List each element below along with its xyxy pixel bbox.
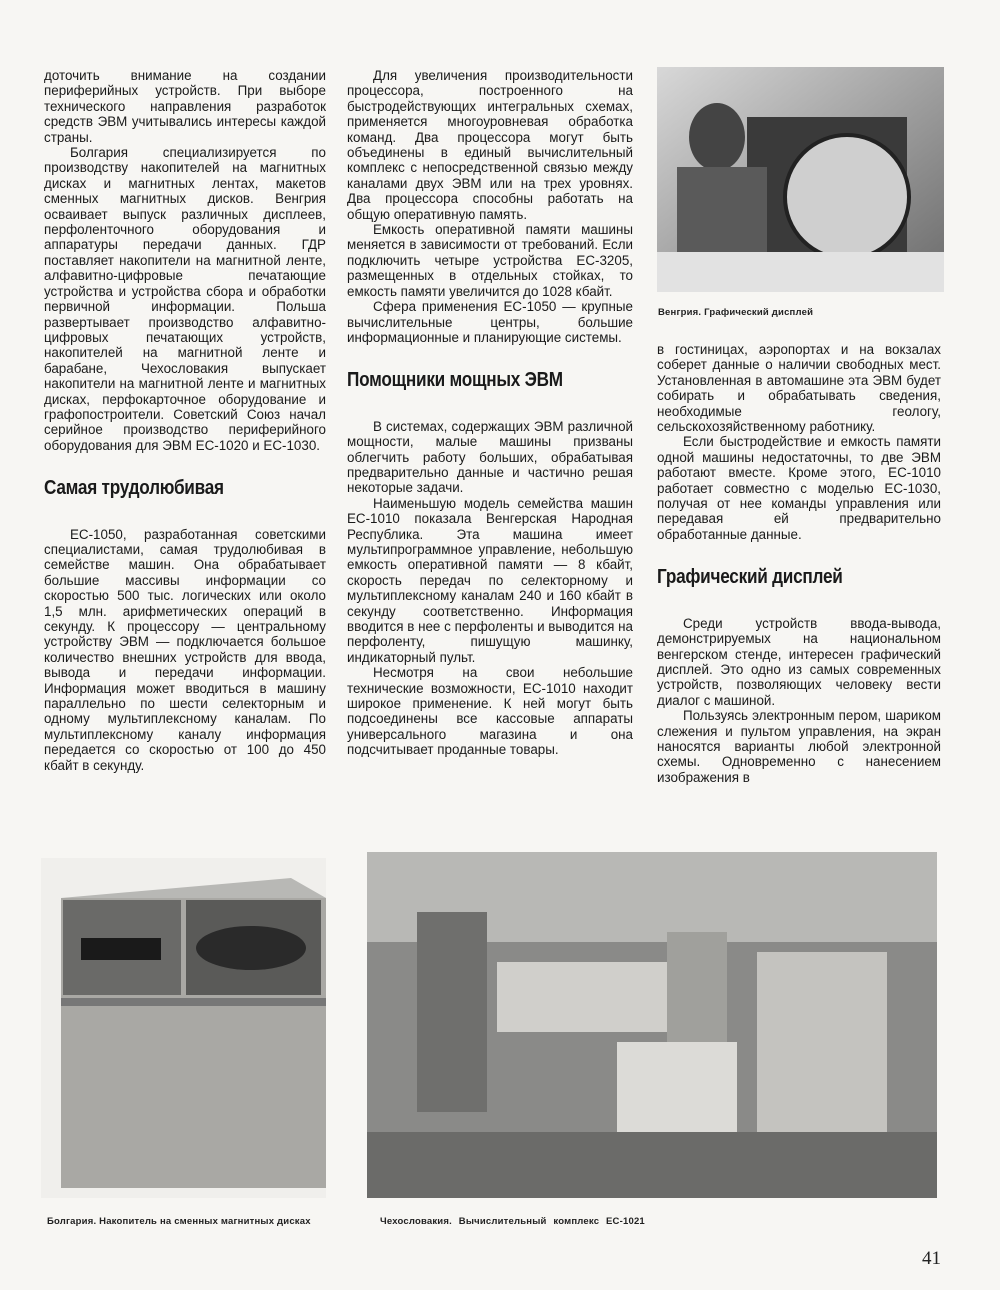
disk-storage-photo [41,858,326,1198]
paragraph: Пользуясь электронным пером, шариком слежения и пультом управления, на экран наносятся варианты любой электронной схемы. Одновременно с нанесением изображения в [657,708,941,785]
paragraph: в гостиницах, аэропортах и на вокзалах соберет данные о наличии свободных мест. Установленная в автомашине эта ЭВМ будет собирать и обрабатывать сведения, необходимые геологу, сельскохозяйственному работнику. [657,342,941,435]
paragraph: Емкость оперативной памяти машины меняется в зависимости от требований. Если подключить четыре устройства ЕС-3205, размещенных в отдельных стойках, то емкость памяти увеличится до 1028 кбайт. [347,222,633,299]
section-heading: Помощники мощных ЭВМ [347,369,563,392]
paragraph: Наименьшую модель семейства машин ЕС-1010 показала Венгерская Народная Республика. Эта машина имеет мультипрограммное управление, небольшую емкость оперативной памяти — 8 кбайт, скорость передач по селекторному и мультиплексному каналам 240 и 160 кбайт в секунду соответственно. Информация вводится в нее с перфоленты и выводится на перфоленту, пишущую машинку, индикаторный пульт. [347,495,633,665]
paragraph: Для увеличения производительности процессора, построенного на быстродействующих интегральных схемах, применяется многоуровневая обработка команд. Два процессора могут быть объединены в единый вычислительный комплекс с непосредственной связью между каналами двух ЭВМ или на трех уровнях. Два процессора способны работать на общую оперативную память. [347,68,633,222]
column-1 [44,68,326,773]
page-number: 41 [922,1248,941,1269]
column-3 [657,342,941,785]
section-heading: Графический дисплей [657,566,843,589]
paragraph: Сфера применения ЕС-1050 — крупные вычислительные центры, большие информационные и планирующие системы. [347,299,633,345]
column-2 [347,68,633,758]
paragraph: ЕС-1050, разработанная советскими специалистами, самая трудолюбивая в семействе машин. Она обрабатывает большие массивы информации со скоростью 500 тыс. логических или около 1,5 млн. арифметических операций в секунду. К процессору — центральному устройству ЭВМ — подключается большое количество внешних устройств для ввода, вывода и передачи информации. Информация может вводиться в машину параллельно по шести селекторным и одному мультиплексному каналам. По мультиплексному каналу информация передается со скоростью от 100 до 450 кбайт в секунду. [44,526,326,773]
paragraph: Несмотря на свои небольшие технические возможности, ЕС-1010 находит широкое применение. К ней могут быть подсоединены все кассовые аппараты универсального магазина и она подсчитывает проданные товары. [347,665,633,758]
paragraph: доточить внимание на создании периферийных устройств. При выборе технического направления разработок средств ЭВМ учитывались интересы каждой страны. [44,68,326,145]
paragraph: Среди устройств ввода-вывода, демонстрируемых на национальном венгерском стенде, интересен графический дисплей. Это одно из самых современных устройств, позволяющих человеку вести диалог с машиной. [657,615,941,708]
graphic-display-photo [657,67,944,292]
section-heading: Самая трудолюбивая [44,477,224,500]
computer-complex-photo [367,852,937,1198]
photo-placeholder-graphic [41,858,326,1198]
photo-caption-right: Чехословакия. Вычислительный комплекс ЕС-1021 [380,1216,645,1227]
photo-caption: Венгрия. Графический дисплей [658,307,814,318]
paragraph: В системах, содержащих ЭВМ различной мощности, малые машины призваны облегчить работу больших, обрабатывая предварительно данные и частично решая некоторые задачи. [347,418,633,496]
paragraph: Если быстродействие и емкость памяти одной машины недостаточны, то две ЭВМ работают вместе. Кроме этого, ЕС-1010 работает совместно с моделью ЕС-1030, получая от нее команды управления или передавая ей предварительно обработанные данные. [657,434,941,542]
paragraph: Болгария специализируется по производству накопителей на магнитных дисках и магнитных лентах, макетов сменных магнитных дисков. Венгрия осваивает выпуск различных дисплеев, перфоленточного оборудования и аппаратуры передачи данных. ГДР поставляет накопители на магнитной ленте, алфавитно-цифровые печатающие устройства и устройства сбора и обработки первичной информации. Польша развертывает производство алфавитно-цифровых печатающих устройств, накопителей на магнитной ленте и барабане, Чехословакия выпускает накопители на магнитной ленте и магнитных дисках, перфокарточное оборудование и графопостроители. Советский Союз начал серийное производство периферийного оборудования для ЭВМ ЕС-1020 и ЕС-1030. [44,145,326,453]
photo-caption-left: Болгария. Накопитель на сменных магнитных дисках [47,1216,311,1227]
photo-placeholder-graphic [367,852,937,1198]
photo-placeholder-graphic [657,67,944,292]
